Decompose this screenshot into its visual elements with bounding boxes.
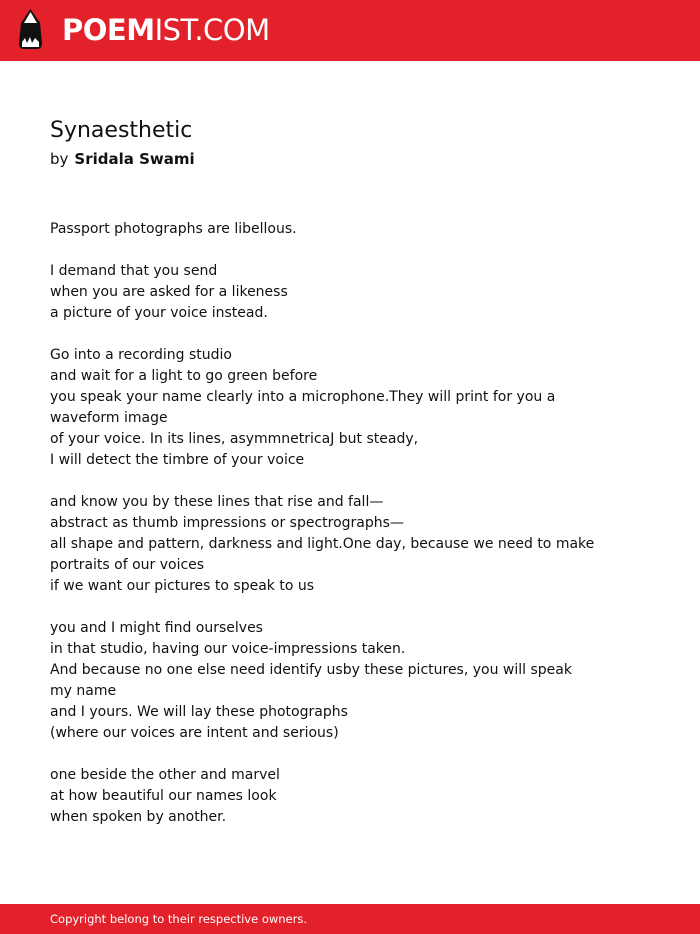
poem-line: and I yours. We will lay these photographs (50, 704, 348, 720)
poem-line: and know you by these lines that rise and fall— (50, 494, 384, 510)
brand-light: IST.COM (154, 13, 270, 47)
poem-line: portraits of our voices (50, 557, 205, 573)
poem-body (50, 219, 610, 828)
poem-line: one beside the other and marvel (50, 767, 280, 783)
poem-line: and wait for a light to go green before (50, 368, 318, 384)
pen-nib-icon[interactable] (18, 9, 43, 51)
poem-line: a picture of your voice instead. (50, 305, 268, 321)
poem-line: (where our voices are intent and serious) (50, 725, 339, 741)
stanza-gap (50, 240, 610, 261)
copyright-notice: Copyright belong to their respective owners. (50, 912, 308, 926)
poem-line: I demand that you send (50, 263, 218, 279)
poem-line: if we want our pictures to speak to us (50, 578, 315, 594)
poem-line: abstract as thumb impressions or spectrographs— (50, 515, 404, 531)
poem-line: Passport photographs are libellous. (50, 221, 297, 237)
poem-line: when spoken by another. (50, 809, 227, 825)
poem-line: all shape and pattern, darkness and light.One day, because we need to make (50, 536, 595, 552)
site-logo-text[interactable] (62, 12, 270, 48)
poem-line: at how beautiful our names look (50, 788, 277, 804)
site-footer (0, 904, 700, 934)
stanza-gap (50, 471, 610, 492)
by-label: by (50, 150, 69, 168)
poem-line: when you are asked for a likeness (50, 284, 288, 300)
poem-line: waveform image (50, 410, 168, 426)
site-header (0, 0, 700, 61)
poem-line: my name (50, 683, 117, 699)
poem-line: Go into a recording studio (50, 347, 232, 363)
poem-title: Synaesthetic (50, 118, 193, 143)
poem-line: you and I might find ourselves (50, 620, 263, 636)
brand-bold: POEM (62, 13, 155, 47)
stanza-gap (50, 744, 610, 765)
poem-line: you speak your name clearly into a microphone.They will print for you a (50, 389, 556, 405)
byline (50, 149, 195, 169)
poem-line: in that studio, having our voice-impressions taken. (50, 641, 406, 657)
stanza-gap (50, 324, 610, 345)
stanza-gap (50, 597, 610, 618)
poem-line: of your voice. In its lines, asymmnetricaJ but steady, (50, 431, 419, 447)
author-name[interactable]: Sridala Swami (74, 150, 195, 168)
poem-line: I will detect the timbre of your voice (50, 452, 305, 468)
poem-line: And because no one else need identify usby these pictures, you will speak (50, 662, 572, 678)
